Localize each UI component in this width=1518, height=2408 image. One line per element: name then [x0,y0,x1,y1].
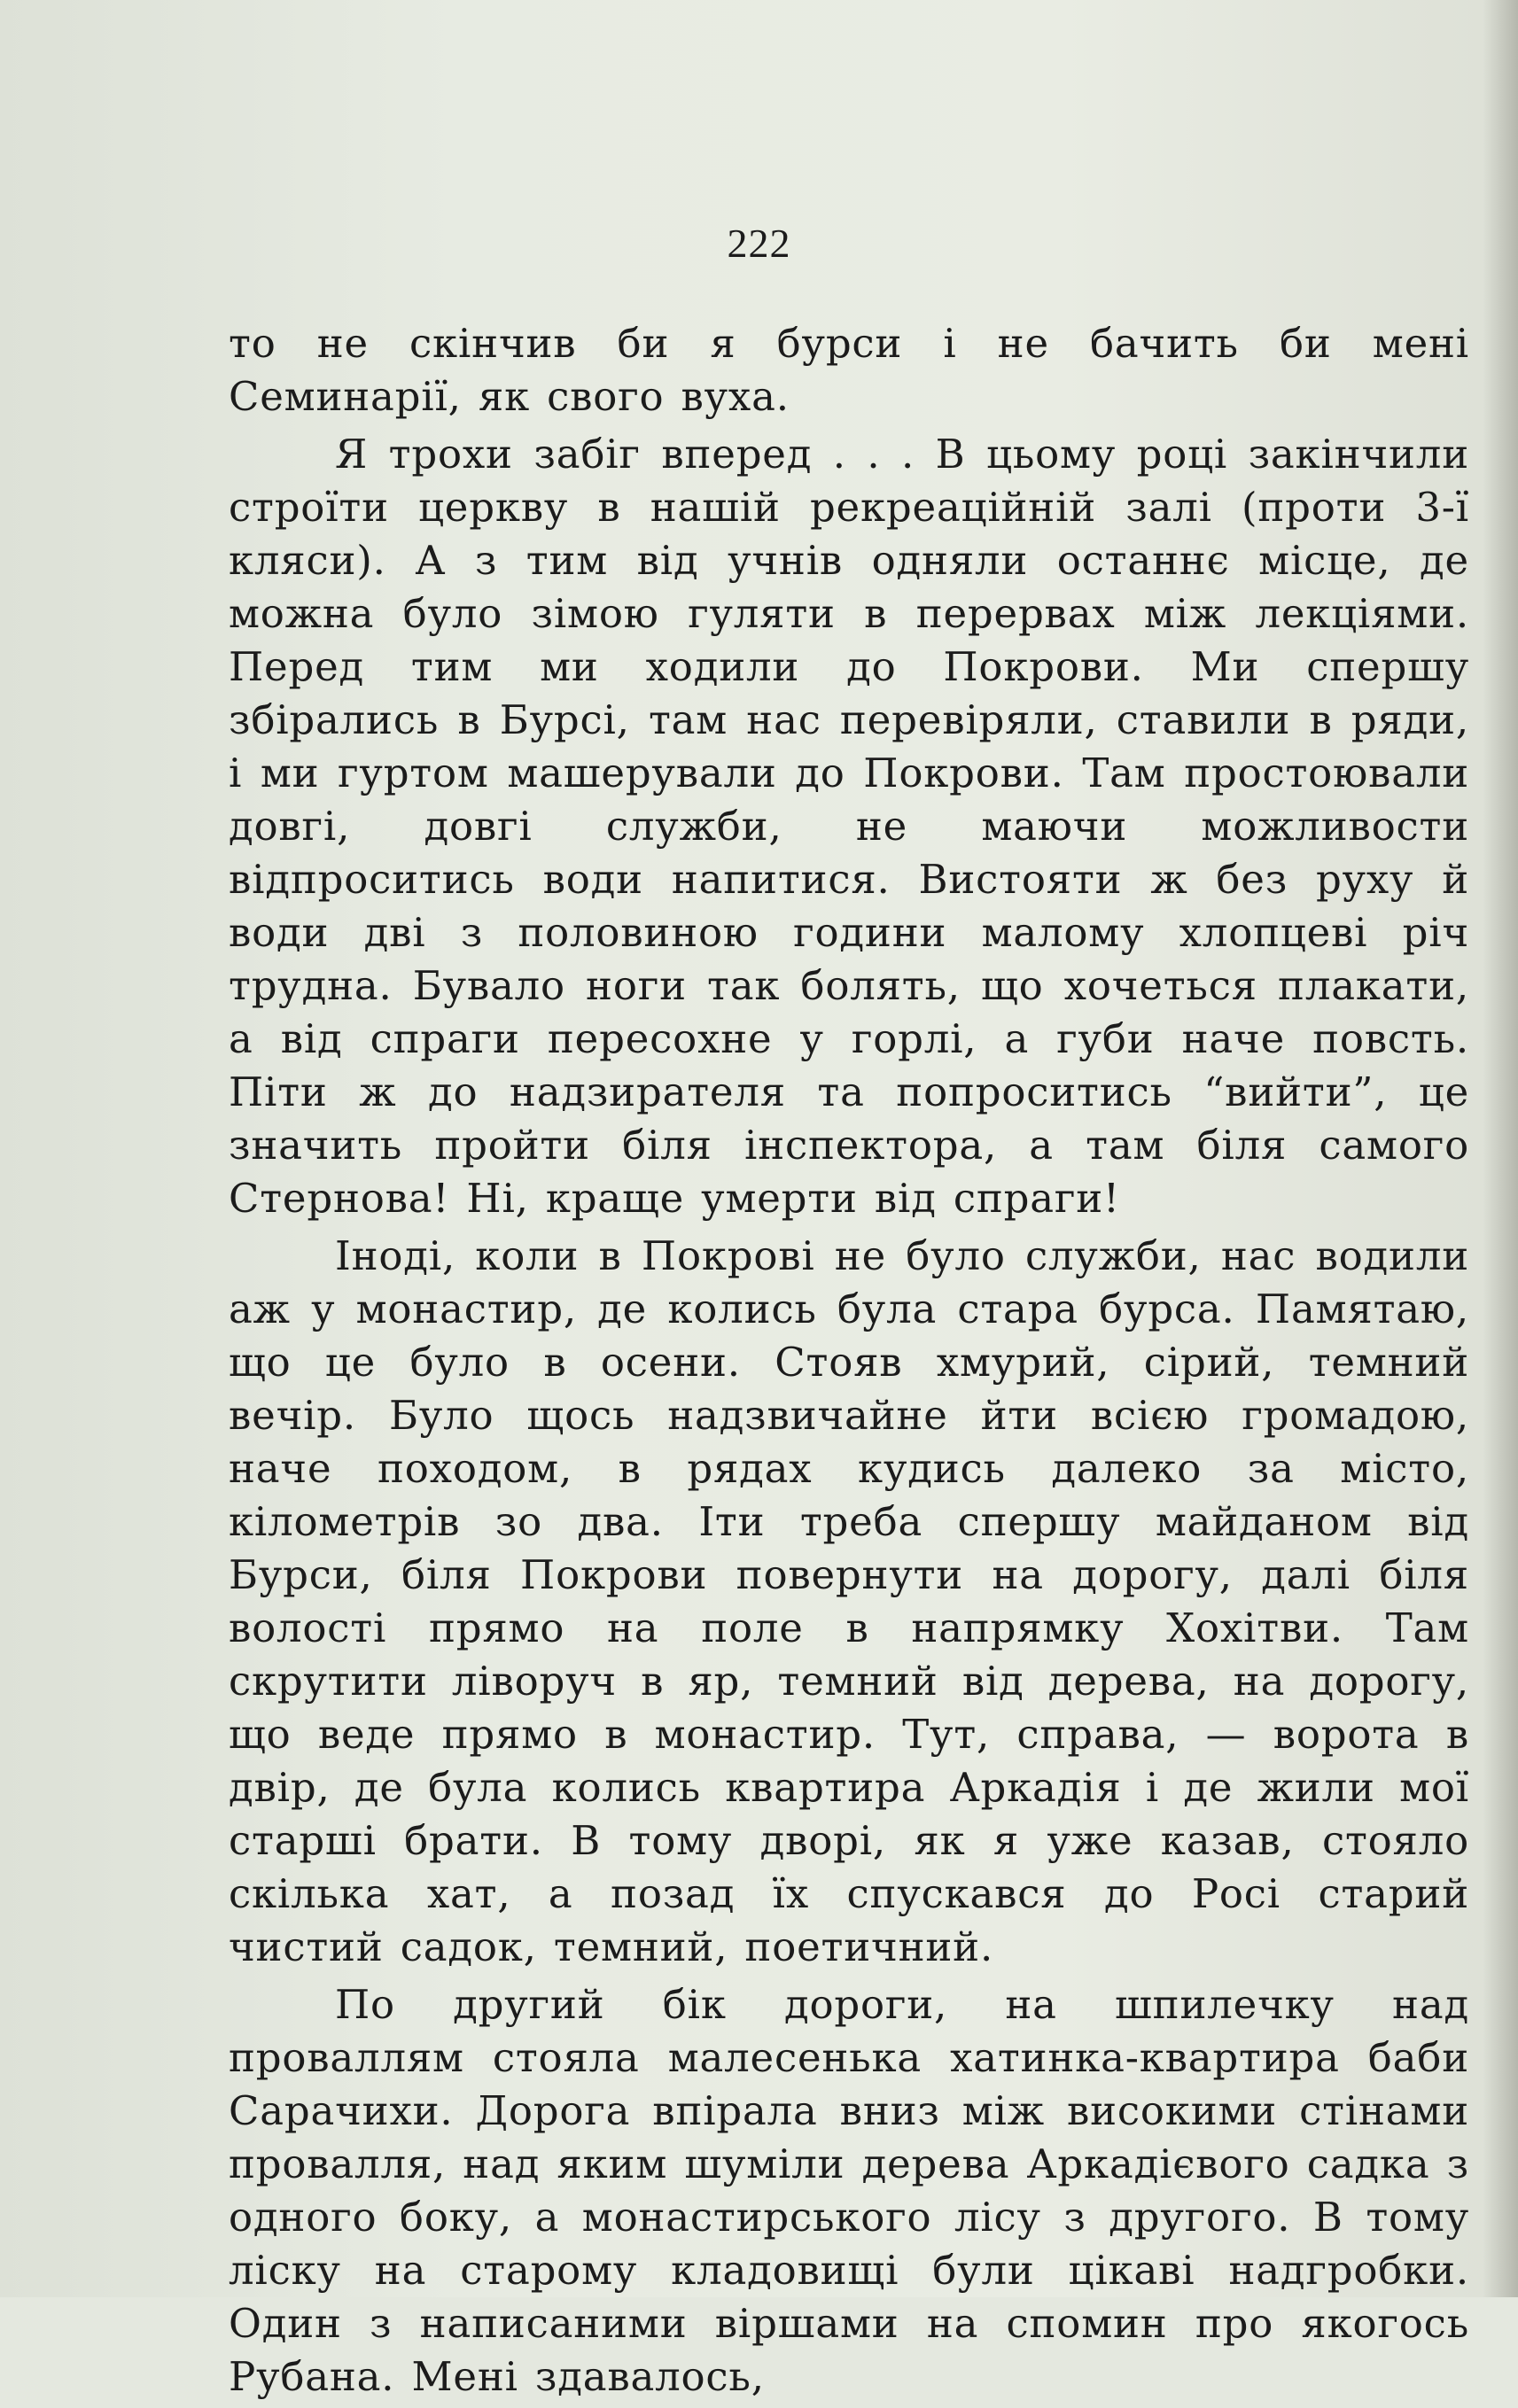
paragraph-continued: то не скінчив би я бурси і не бачить би мені Семинарії, як свого вуха. [229,320,1469,420]
page-edge-shadow [1483,0,1518,2297]
page-number: 222 [727,221,791,266]
paragraph: По другий бік дороги, на шпилечку над проваллям стояла малесенька хатинка-квартира баби Сарачихи. Дорога впірала вниз між високими стінами провалля, над яким шуміли дерева Аркадієвого садка з одного боку, а монастирського лісу з другого. В тому ліску на старому кладовищі були цікаві надгробки. Один з написаними віршами на спомин про якогось Рубана. Мені здавалось, [229,1981,1469,2400]
paragraph: Я трохи забіг вперед . . . В цьому році закінчили строїти церкву в нашій рекреаційній залі (проти 3-ї кляси). А з тим від учнів одняли останнє місце, де можна було зімою гуляти в перервах між лекціями. Перед тим ми ходили до Покрови. Ми спершу збірались в Бурсі, там нас перевіряли, ставили в ряди, і ми гуртом машерували до Покрови. Там простоювали довгі, довгі служби, не маючи можливости відпроситись води напитися. Вистояти ж без руху й води дві з половиною години малому хлопцеві річ трудна. Бувало ноги так болять, що хочеться плакати, а від спраги пересохне у горлі, а губи наче повсть. Піти ж до надзирателя та попроситись “вийти”, це значить пройти біля інспектора, а там біля самого Стернова! Ні, краще умерти від спраги! [229,431,1469,1222]
paragraph: Іноді, коли в Покрові не було служби, нас водили аж у монастир, де колись була стара бурса. Памятаю, що це було в осени. Стояв хмурий, сірий, темний вечір. Було щось надзвичайне йти всією громадою, наче походом, в рядах кудись далеко за місто, кілометрів зо два. Іти треба спершу майданом від Бурси, біля Покрови повернути на дорогу, далі біля волості прямо на поле в напрямку Хохітви. Там скрутити ліворуч в яр, темний від дерева, на дорогу, що веде прямо в монастир. Тут, справа, — ворота в двір, де була колись квартира Аркадія і де жили мої старші брати. В тому дворі, як я уже казав, стояло скілька хат, а позад їх спускався до Росі старий чистий садок, темний, поетичний. [229,1232,1469,1970]
body-text [229,317,1469,2408]
